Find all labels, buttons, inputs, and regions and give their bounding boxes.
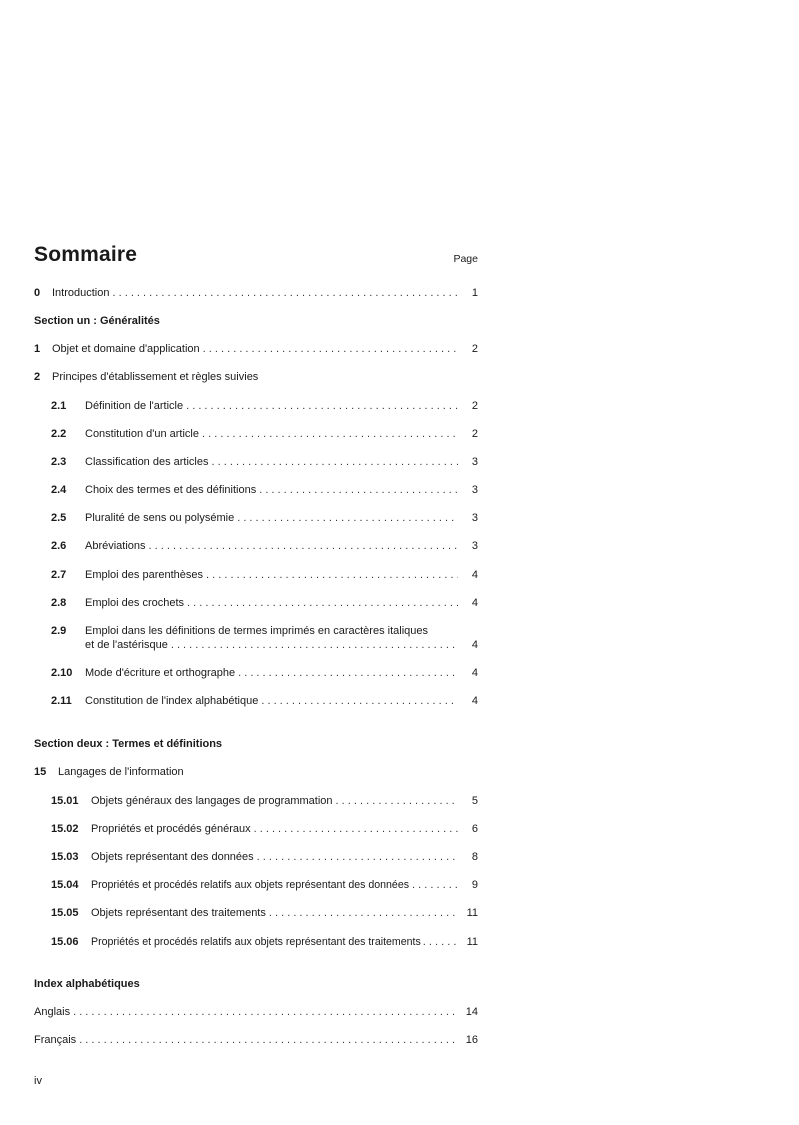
dot-leader [203, 342, 458, 356]
toc-number: 0 [34, 287, 41, 299]
page-column-header: Page [453, 253, 478, 265]
toc-number: 2.3 [51, 456, 67, 468]
toc-entry-2-10[interactable] [34, 666, 478, 682]
toc-page: 3 [471, 484, 478, 496]
toc-number: 15 [34, 766, 47, 778]
toc-number: 15.03 [51, 851, 79, 863]
dot-leader [112, 286, 458, 300]
toc-entry-2-4[interactable] [34, 483, 478, 499]
toc-number: 2.4 [51, 484, 67, 496]
toc-label: Propriétés et procédés généraux [91, 823, 251, 835]
toc-entry-2-11[interactable] [34, 694, 478, 710]
toc-entry-2[interactable] [34, 370, 478, 386]
toc-number: 2.10 [51, 667, 73, 679]
toc-page: 4 [471, 639, 478, 651]
toc-entry-2-2[interactable] [34, 427, 478, 443]
toc-label: Emploi des crochets [85, 597, 185, 609]
toc-entry-anglais[interactable] [34, 1005, 478, 1021]
toc-page: 8 [471, 851, 478, 863]
dot-leader [186, 399, 458, 413]
toc-entry-15-03[interactable] [34, 850, 478, 866]
toc-page: 9 [471, 879, 478, 891]
toc-page: 6 [471, 823, 478, 835]
dot-leader [171, 638, 458, 652]
dot-leader [254, 822, 458, 836]
toc-entry-2-1[interactable] [34, 399, 478, 415]
toc-number: 2.5 [51, 512, 67, 524]
toc-page: 3 [471, 540, 478, 552]
toc-page: 4 [471, 667, 478, 679]
toc-label: Emploi des parenthèses [85, 569, 204, 581]
toc-label: Définition de l'article [85, 400, 184, 412]
toc-page: 2 [471, 343, 478, 355]
toc-page: 11 [466, 936, 478, 948]
toc-page: 2 [471, 428, 478, 440]
toc-entry-2-6[interactable] [34, 539, 478, 555]
toc-label: Abréviations [85, 540, 146, 552]
toc-label: Classification des articles [85, 456, 209, 468]
dot-leader [336, 794, 458, 808]
page-number-footer: iv [34, 1075, 42, 1087]
toc-number: 2.7 [51, 569, 67, 581]
toc-label: Mode d'écriture et orthographe [85, 667, 236, 679]
toc-label: Objets représentant des données [91, 851, 254, 863]
toc-entry-15[interactable] [34, 765, 478, 781]
toc-label: et de l'astérisque [85, 639, 168, 651]
toc-page: 11 [466, 907, 478, 919]
dot-leader [261, 694, 458, 708]
section-heading-termes: Section deux : Termes et définitions [34, 738, 223, 750]
toc-label: Pluralité de sens ou polysémie [85, 512, 235, 524]
toc-page: 14 [465, 1006, 478, 1018]
toc-label: Objets représentant des traitements [91, 907, 266, 919]
toc-page: 3 [471, 456, 478, 468]
toc-page: 1 [471, 287, 478, 299]
toc-page: 4 [471, 597, 478, 609]
dot-leader [73, 1005, 458, 1019]
toc-entry-2-8[interactable] [34, 596, 478, 612]
dot-leader [412, 878, 458, 892]
toc-label: Objet et domaine d'application [52, 343, 200, 355]
toc-entry-1[interactable] [34, 342, 478, 358]
toc-number: 15.01 [51, 795, 79, 807]
toc-page: 16 [465, 1034, 478, 1046]
toc-number: 1 [34, 343, 41, 355]
toc-number: 2.2 [51, 428, 67, 440]
toc-number: 15.06 [51, 936, 79, 948]
dot-leader [259, 483, 458, 497]
dot-leader [187, 596, 458, 610]
toc-entry-2-7[interactable] [34, 568, 478, 584]
toc-number: 2.11 [51, 695, 72, 707]
toc-label: Anglais [34, 1006, 71, 1018]
toc-entry-15-04[interactable] [34, 878, 478, 894]
toc-label: Langages de l'information [58, 766, 184, 778]
section-heading-index: Index alphabétiques [34, 978, 140, 990]
dot-leader [212, 455, 459, 469]
section-heading-generalites: Section un : Généralités [34, 315, 160, 327]
toc-label: Introduction [52, 287, 110, 299]
toc-number: 2.9 [51, 625, 67, 637]
toc-entry-15-01[interactable] [34, 794, 478, 810]
dot-leader [206, 568, 458, 582]
toc-page: 2 [471, 400, 478, 412]
toc-label: Propriétés et procédés relatifs aux objets représentant des traitements [91, 936, 421, 948]
toc-entry-15-02[interactable] [34, 822, 478, 838]
toc-entry-15-06[interactable] [34, 935, 478, 951]
dot-leader [149, 539, 458, 553]
dot-leader [237, 511, 458, 525]
toc-number: 2 [34, 371, 41, 383]
toc-entry-2-9-continued[interactable] [85, 638, 478, 654]
toc-number: 2.8 [51, 597, 67, 609]
toc-number: 15.04 [51, 879, 79, 891]
toc-page: 3 [471, 512, 478, 524]
page-title: Sommaire [34, 243, 138, 266]
toc-number: 15.05 [51, 907, 79, 919]
toc-label: Constitution d'un article [85, 428, 199, 440]
dot-leader [423, 935, 460, 949]
toc-page: 5 [471, 795, 478, 807]
toc-entry-15-05[interactable] [34, 906, 478, 922]
toc-entry-2-5[interactable] [34, 511, 478, 527]
dot-leader [202, 427, 458, 441]
toc-label: Objets généraux des langages de programmation [91, 795, 333, 807]
dot-leader [269, 906, 458, 920]
toc-label: Choix des termes et des définitions [85, 484, 257, 496]
toc-number: 2.1 [51, 400, 67, 412]
toc-label: Principes d'établissement et règles suivies [52, 371, 259, 383]
toc-entry-2-3[interactable] [34, 455, 478, 471]
toc-label: Propriétés et procédés relatifs aux objets représentant des données [91, 879, 410, 891]
toc-label: Constitution de l'index alphabétique [85, 695, 259, 707]
toc-number: 2.6 [51, 540, 67, 552]
dot-leader [79, 1033, 458, 1047]
toc-label: Emploi dans les définitions de termes imprimés en caractères italiques [85, 625, 428, 637]
toc-number: 15.02 [51, 823, 79, 835]
toc-page: 4 [471, 569, 478, 581]
toc-label: Français [34, 1034, 77, 1046]
dot-leader [238, 666, 458, 680]
dot-leader [257, 850, 458, 864]
toc-entry-francais[interactable] [34, 1033, 478, 1049]
toc-entry-introduction[interactable] [34, 286, 478, 302]
toc-page: 4 [471, 695, 478, 707]
